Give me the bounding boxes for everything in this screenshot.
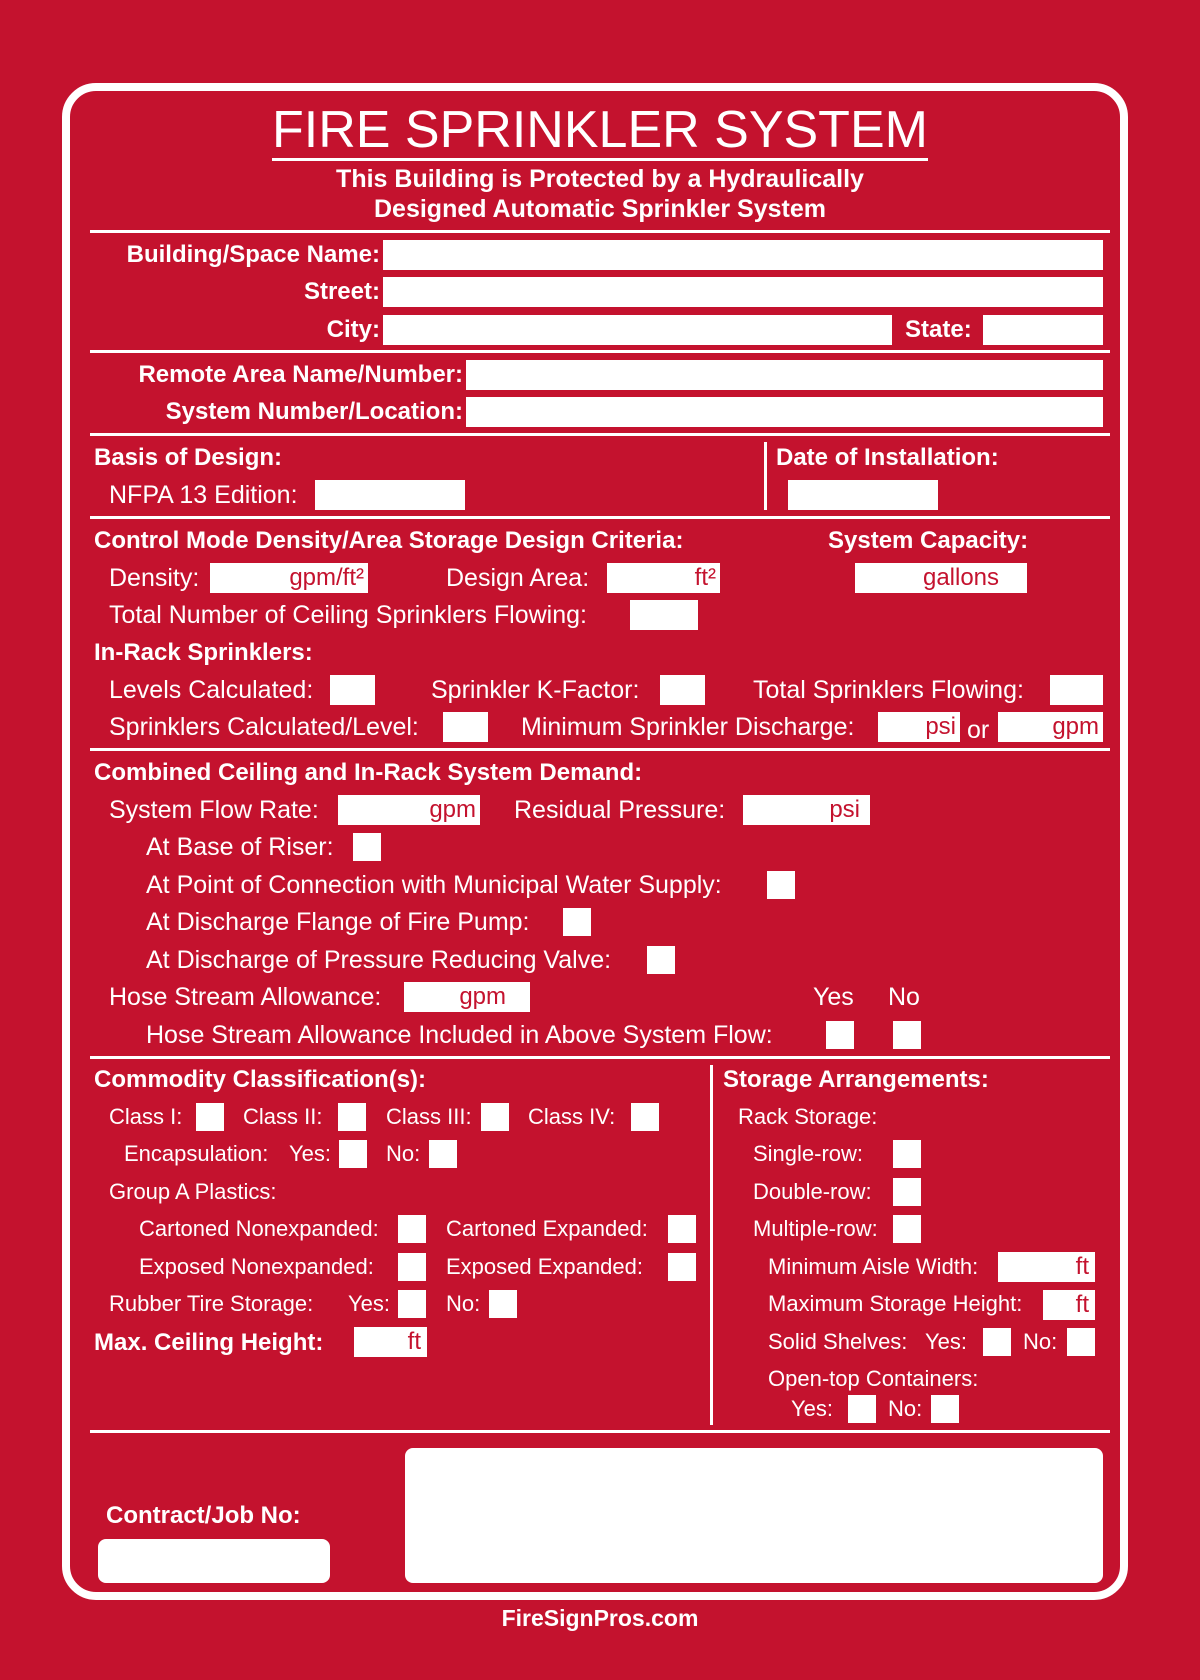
cartoned-nonexpanded-label: Cartoned Nonexpanded: [139, 1216, 379, 1241]
street-field[interactable] [383, 277, 1103, 307]
design-area-unit: ft² [694, 564, 716, 591]
multiple-row-label: Multiple-row: [753, 1216, 878, 1241]
multiple-row-checkbox[interactable] [893, 1215, 921, 1243]
rubber-tire-label: Rubber Tire Storage: [109, 1291, 314, 1316]
solid-shelves-no-label: No: [1023, 1329, 1058, 1354]
rubber-tire-yes-checkbox[interactable] [398, 1290, 426, 1318]
encapsulation-yes-label: Yes: [289, 1141, 332, 1166]
class-4-checkbox[interactable] [631, 1103, 659, 1131]
solid-shelves-no-checkbox[interactable] [1067, 1328, 1095, 1356]
total-ceiling-sprinklers-label: Total Number of Ceiling Sprinklers Flowing: [109, 601, 587, 629]
encapsulation-no-label: No: [386, 1141, 421, 1166]
encapsulation-no-checkbox[interactable] [429, 1140, 457, 1168]
exposed-nonexpanded-checkbox[interactable] [398, 1253, 426, 1281]
hose-included-no-checkbox[interactable] [893, 1021, 921, 1049]
sprinklers-per-level-field[interactable] [443, 712, 488, 742]
k-factor-label: Sprinkler K-Factor: [431, 676, 640, 704]
solid-shelves-yes-label: Yes: [925, 1329, 968, 1354]
system-number-field[interactable] [466, 397, 1103, 427]
combined-demand-heading: Combined Ceiling and In-Rack System Demand: [94, 759, 643, 786]
exposed-nonexpanded-label: Exposed Nonexpanded: [139, 1254, 374, 1279]
city-field[interactable] [383, 315, 892, 345]
base-of-riser-label: At Base of Riser: [146, 833, 334, 861]
class-1-label: Class I: [109, 1104, 183, 1129]
storage-height-field[interactable] [1043, 1290, 1095, 1320]
contract-job-field[interactable] [98, 1539, 330, 1583]
hose-unit: gpm [459, 983, 506, 1010]
hose-stream-field[interactable] [404, 982, 530, 1012]
remote-area-field[interactable] [466, 360, 1103, 390]
storage-height-label: Maximum Storage Height: [768, 1291, 1023, 1316]
system-capacity-field[interactable] [855, 563, 1027, 593]
min-discharge-label: Minimum Sprinkler Discharge: [521, 713, 855, 741]
density-unit: gpm/ft² [289, 564, 364, 591]
building-label: Building/Space Name: [126, 241, 380, 268]
psi-unit: psi [925, 713, 956, 740]
system-flow-rate-label: System Flow Rate: [109, 796, 319, 824]
aisle-width-label: Minimum Aisle Width: [768, 1254, 979, 1279]
class-1-checkbox[interactable] [196, 1103, 224, 1131]
min-discharge-gpm-field[interactable] [998, 712, 1103, 742]
subtitle-line-1: This Building is Protected by a Hydraulically [336, 165, 864, 193]
divider [90, 350, 1110, 353]
nfpa-edition-label: NFPA 13 Edition: [109, 481, 298, 509]
building-field[interactable] [383, 240, 1103, 270]
capacity-unit: gallons [922, 564, 1000, 591]
basis-of-design-heading: Basis of Design: [94, 444, 283, 471]
divider [90, 1430, 1110, 1433]
class-3-checkbox[interactable] [481, 1103, 509, 1131]
min-discharge-psi-field[interactable] [878, 712, 960, 742]
municipal-connection-label: At Point of Connection with Municipal Water Supply: [146, 871, 722, 899]
no-column-header: No [888, 983, 920, 1011]
class-4-label: Class IV: [528, 1104, 616, 1129]
double-row-label: Double-row: [753, 1179, 872, 1204]
open-top-containers-label: Open-top Containers: [768, 1366, 979, 1391]
group-a-plastics-label: Group A Plastics: [109, 1179, 277, 1204]
divider [90, 433, 1110, 436]
municipal-connection-checkbox[interactable] [767, 871, 795, 899]
total-sprinklers-flowing-label: Total Sprinklers Flowing: [753, 676, 1024, 704]
system-capacity-heading: System Capacity: [828, 527, 1029, 554]
cartoned-expanded-checkbox[interactable] [668, 1215, 696, 1243]
fire-pump-label: At Discharge Flange of Fire Pump: [146, 908, 530, 936]
rack-storage-label: Rack Storage: [738, 1104, 878, 1129]
ft-unit: ft [1075, 1291, 1089, 1318]
open-top-yes-checkbox[interactable] [848, 1395, 876, 1423]
max-ceiling-height-field[interactable] [354, 1327, 427, 1357]
prv-label: At Discharge of Pressure Reducing Valve: [146, 946, 612, 974]
double-row-checkbox[interactable] [893, 1178, 921, 1206]
encapsulation-label: Encapsulation: [124, 1141, 269, 1166]
exposed-expanded-label: Exposed Expanded: [446, 1254, 643, 1279]
levels-calculated-label: Levels Calculated: [109, 676, 314, 704]
k-factor-field[interactable] [660, 675, 705, 705]
density-label: Density: [109, 564, 200, 592]
divider [90, 516, 1110, 519]
single-row-checkbox[interactable] [893, 1140, 921, 1168]
remote-area-label: Remote Area Name/Number: [138, 361, 463, 388]
encapsulation-yes-checkbox[interactable] [339, 1140, 367, 1168]
contract-job-label: Contract/Job No: [106, 1502, 301, 1529]
rubber-tire-no-label: No: [446, 1291, 481, 1316]
hose-included-yes-checkbox[interactable] [826, 1021, 854, 1049]
class-2-checkbox[interactable] [338, 1103, 366, 1131]
open-top-no-label: No: [888, 1396, 923, 1421]
in-rack-heading: In-Rack Sprinklers: [94, 639, 313, 666]
control-mode-heading: Control Mode Density/Area Storage Design Criteria: [94, 527, 684, 554]
nfpa-edition-field[interactable] [315, 480, 465, 510]
max-ceiling-height-label: Max. Ceiling Height: [94, 1329, 324, 1356]
fire-pump-checkbox[interactable] [563, 908, 591, 936]
aisle-width-field[interactable] [998, 1252, 1095, 1282]
sign-title: FIRE SPRINKLER SYSTEM [272, 101, 928, 159]
date-of-installation-field[interactable] [788, 480, 938, 510]
rubber-tire-yes-label: Yes: [348, 1291, 391, 1316]
system-flow-rate-field[interactable] [338, 795, 480, 825]
divider-vertical [764, 442, 767, 510]
divider [90, 1056, 1110, 1059]
residual-pressure-field[interactable] [743, 795, 870, 825]
state-label: State: [905, 316, 972, 343]
notes-field[interactable] [405, 1448, 1103, 1583]
exposed-expanded-checkbox[interactable] [668, 1253, 696, 1281]
city-label: City: [326, 316, 380, 343]
state-field[interactable] [983, 315, 1103, 345]
storage-heading: Storage Arrangements: [723, 1066, 989, 1093]
levels-calculated-field[interactable] [330, 675, 375, 705]
design-area-label: Design Area: [446, 564, 590, 592]
hose-included-label: Hose Stream Allowance Included in Above System Flow: [146, 1021, 773, 1049]
sprinklers-per-level-label: Sprinklers Calculated/Level: [109, 713, 419, 741]
gpm-unit: gpm [1052, 713, 1099, 740]
total-sprinklers-flowing-field[interactable] [1050, 675, 1103, 705]
base-of-riser-checkbox[interactable] [353, 833, 381, 861]
solid-shelves-label: Solid Shelves: [768, 1329, 908, 1354]
divider [90, 230, 1110, 233]
cartoned-expanded-label: Cartoned Expanded: [446, 1216, 648, 1241]
class-2-label: Class II: [243, 1104, 323, 1129]
street-label: Street: [303, 278, 380, 305]
ft-unit: ft [407, 1328, 421, 1355]
prv-checkbox[interactable] [647, 946, 675, 974]
divider [90, 748, 1110, 751]
ft-unit: ft [1075, 1253, 1089, 1280]
residual-unit: psi [829, 796, 860, 823]
date-of-installation-label: Date of Installation: [776, 444, 999, 471]
system-number-label: System Number/Location: [165, 398, 463, 425]
flow-unit: gpm [429, 796, 476, 823]
or-text: or [967, 716, 990, 744]
open-top-no-checkbox[interactable] [931, 1395, 959, 1423]
solid-shelves-yes-checkbox[interactable] [983, 1328, 1011, 1356]
class-3-label: Class III: [386, 1104, 472, 1129]
rubber-tire-no-checkbox[interactable] [489, 1290, 517, 1318]
single-row-label: Single-row: [753, 1141, 864, 1166]
commodity-heading: Commodity Classification(s): [94, 1066, 427, 1093]
footer-website: FireSignPros.com [501, 1605, 699, 1631]
yes-column-header: Yes [813, 983, 854, 1011]
subtitle-line-2: Designed Automatic Sprinkler System [374, 195, 826, 223]
cartoned-nonexpanded-checkbox[interactable] [398, 1215, 426, 1243]
residual-pressure-label: Residual Pressure: [514, 796, 726, 824]
divider-vertical [710, 1065, 713, 1425]
open-top-yes-label: Yes: [791, 1396, 834, 1421]
design-area-field[interactable] [607, 563, 720, 593]
total-ceiling-sprinklers-field[interactable] [630, 600, 698, 630]
hose-stream-label: Hose Stream Allowance: [109, 983, 382, 1011]
density-field[interactable] [210, 563, 368, 593]
